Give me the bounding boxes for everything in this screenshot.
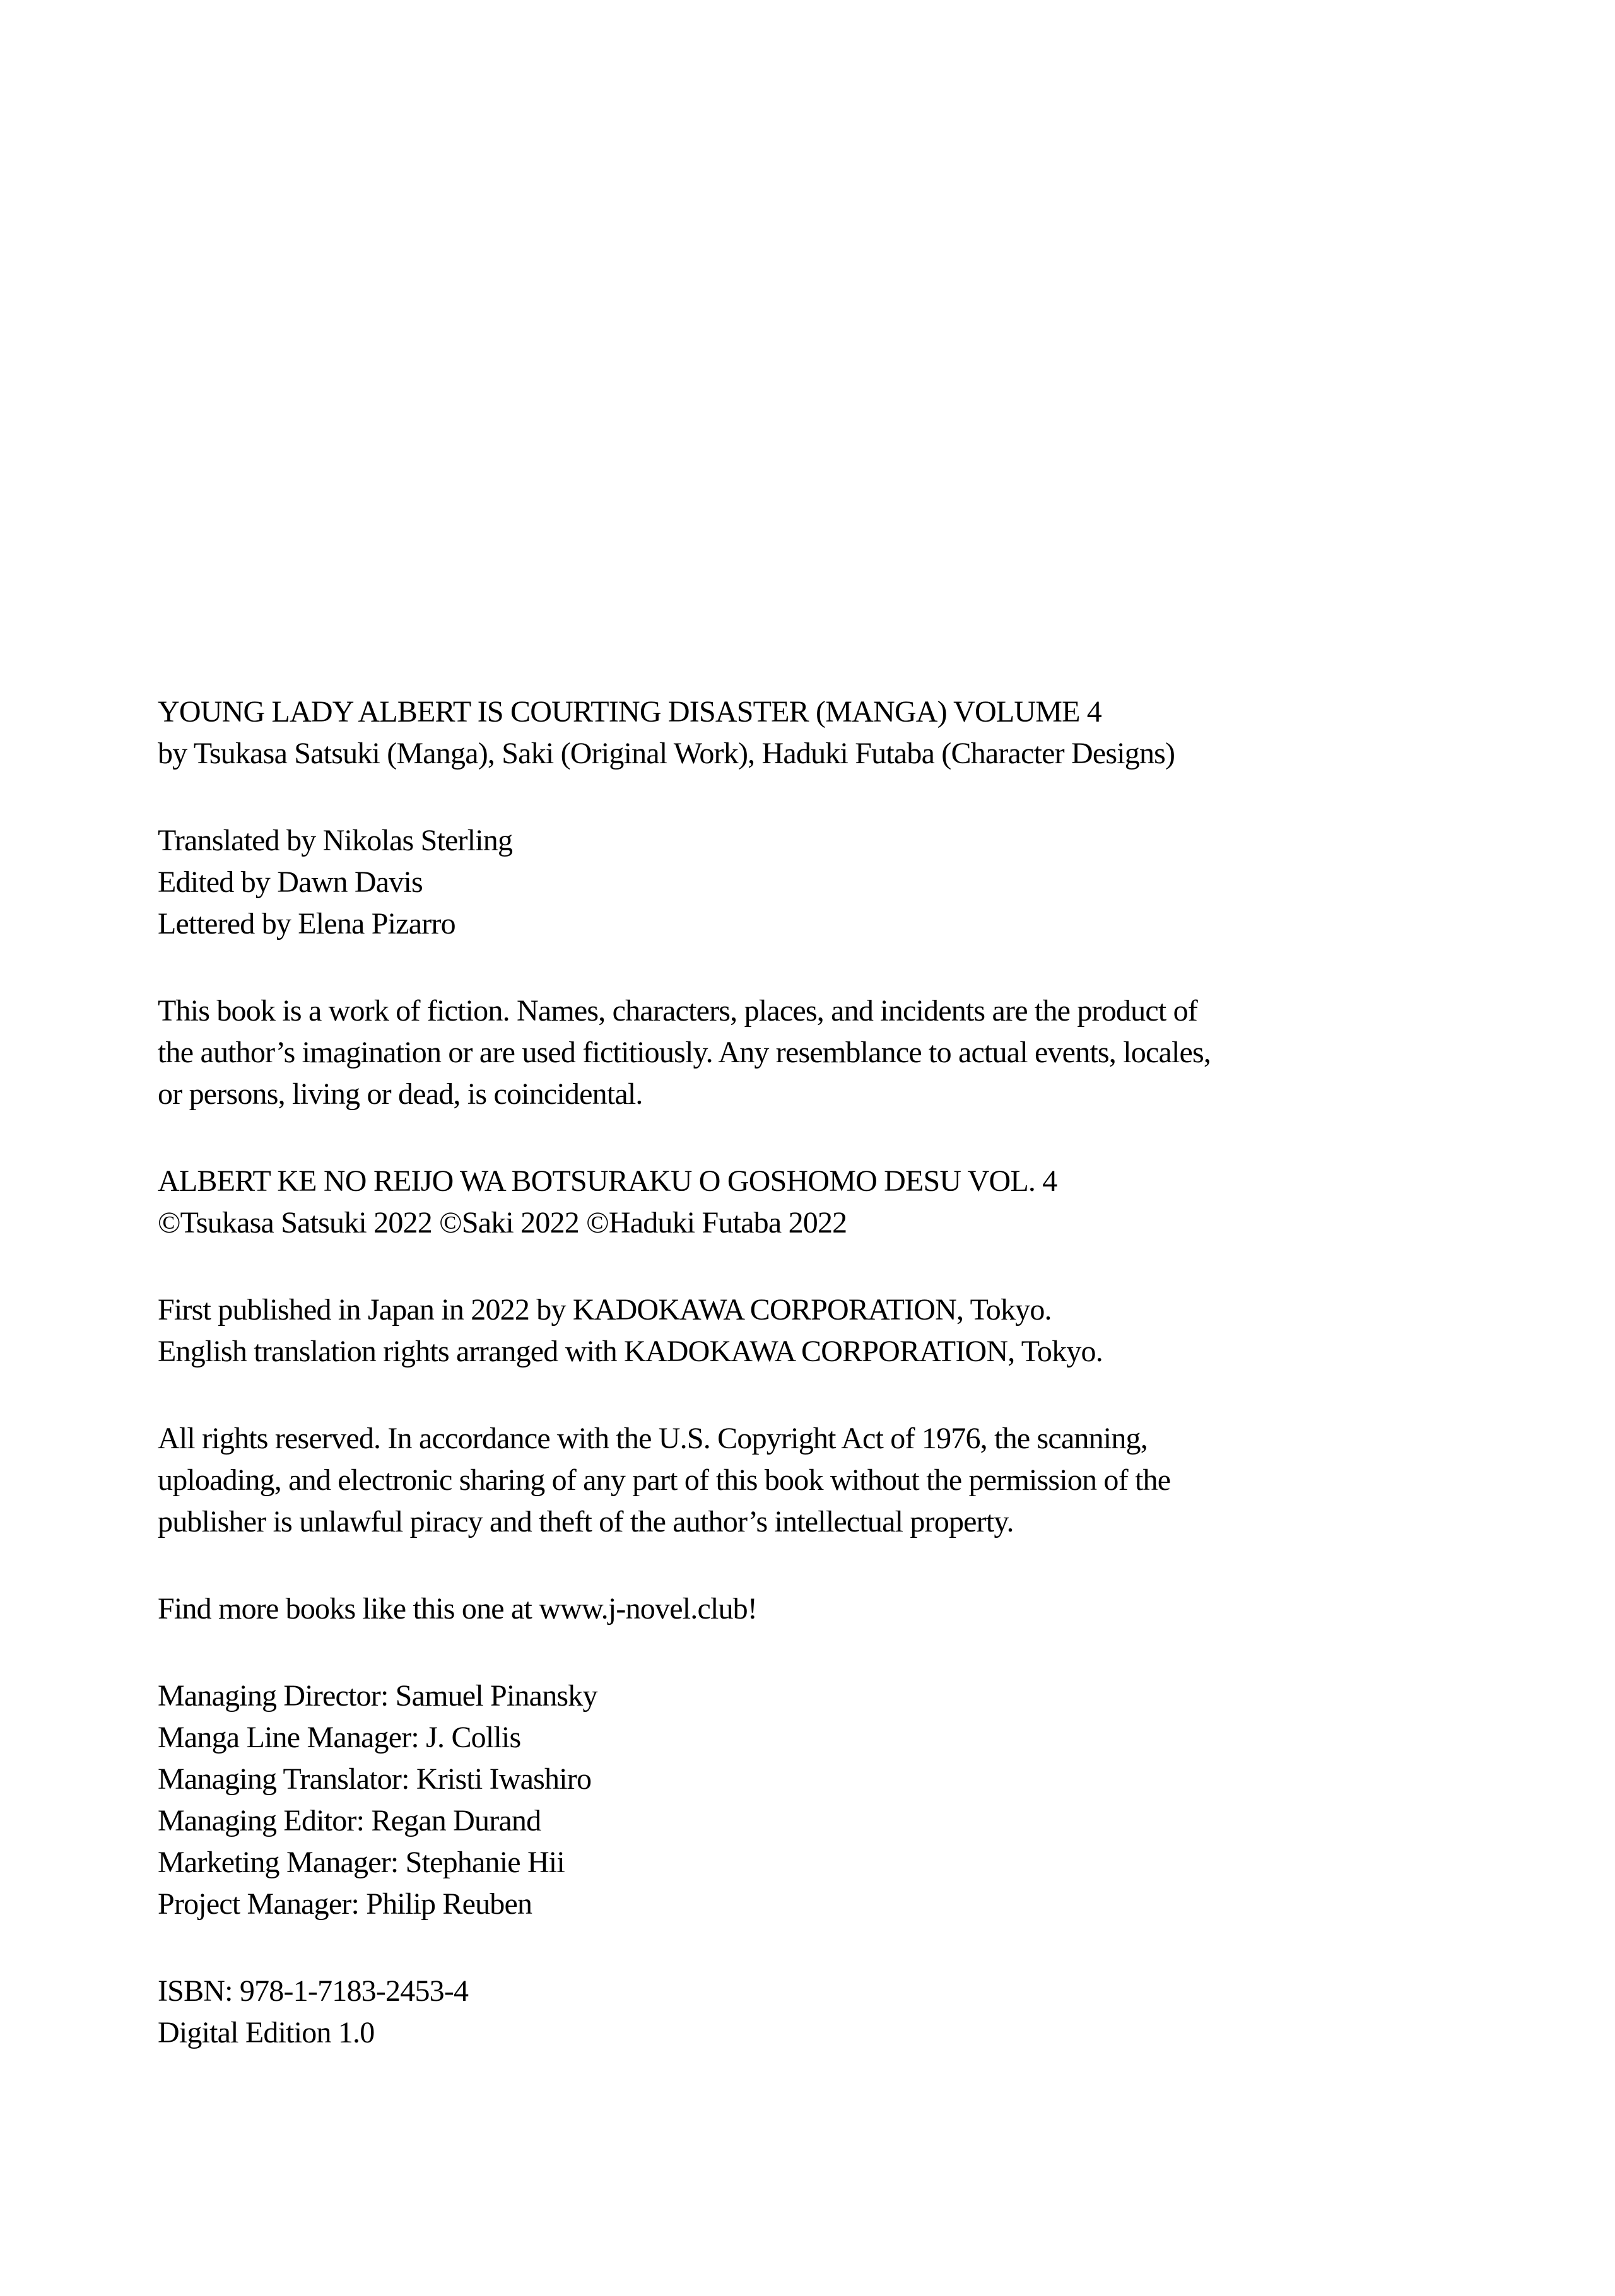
disclaimer-line-3: or persons, living or dead, is coincidental. [158,1077,643,1111]
original-edition-block [158,1161,1483,1244]
publication-block [158,1289,1483,1373]
localization-credits-block [158,820,1483,945]
copyright-line: ©Tsukasa Satsuki 2022 ©Saki 2022 ©Haduki Futaba 2022 [158,1206,847,1239]
publication-line-2: English translation rights arranged with KADOKAWA CORPORATION, Tokyo. [158,1335,1103,1368]
book-title: YOUNG LADY ALBERT IS COURTING DISASTER (MANGA) VOLUME 4 [158,695,1102,729]
book-byline: by Tsukasa Satsuki (Manga), Saki (Original Work), Haduki Futaba (Character Designs) [158,737,1175,770]
colophon-text-block [158,691,1483,2099]
manga-line-manager-credit: Manga Line Manager: J. Collis [158,1721,521,1754]
managing-translator-credit: Managing Translator: Kristi Iwashiro [158,1762,592,1796]
title-block [158,691,1483,775]
disclaimer-line-2: the author’s imagination or are used fictitiously. Any resemblance to actual events, locales, [158,1036,1211,1069]
rights-line-3: publisher is unlawful piracy and theft of the author’s intellectual property. [158,1505,1014,1538]
managing-editor-credit: Managing Editor: Regan Durand [158,1804,541,1837]
website-promo-line: Find more books like this one at www.j-novel.club! [158,1592,758,1625]
edition-info-block [158,1971,1483,2054]
letterer-credit: Lettered by Elena Pizarro [158,907,455,940]
fiction-disclaimer-block [158,990,1483,1115]
company-credits-block [158,1675,1483,1925]
isbn-line: ISBN: 978-1-7183-2453-4 [158,1974,469,2008]
disclaimer-line-1: This book is a work of fiction. Names, characters, places, and incidents are the product of [158,994,1197,1028]
managing-director-credit: Managing Director: Samuel Pinansky [158,1679,597,1713]
translator-credit: Translated by Nikolas Sterling [158,824,513,857]
publication-line-1: First published in Japan in 2022 by KADOKAWA CORPORATION, Tokyo. [158,1293,1052,1327]
marketing-manager-credit: Marketing Manager: Stephanie Hii [158,1846,565,1879]
digital-edition-line: Digital Edition 1.0 [158,2016,375,2049]
promo-block [158,1588,1483,1630]
rights-line-1: All rights reserved. In accordance with the U.S. Copyright Act of 1976, the scanning, [158,1422,1148,1455]
editor-credit: Edited by Dawn Davis [158,865,423,899]
japanese-title: ALBERT KE NO REIJO WA BOTSURAKU O GOSHOMO DESU VOL. 4 [158,1164,1057,1198]
project-manager-credit: Project Manager: Philip Reuben [158,1887,532,1921]
rights-line-2: uploading, and electronic sharing of any part of this book without the permission of the [158,1463,1171,1497]
rights-notice-block [158,1418,1483,1543]
